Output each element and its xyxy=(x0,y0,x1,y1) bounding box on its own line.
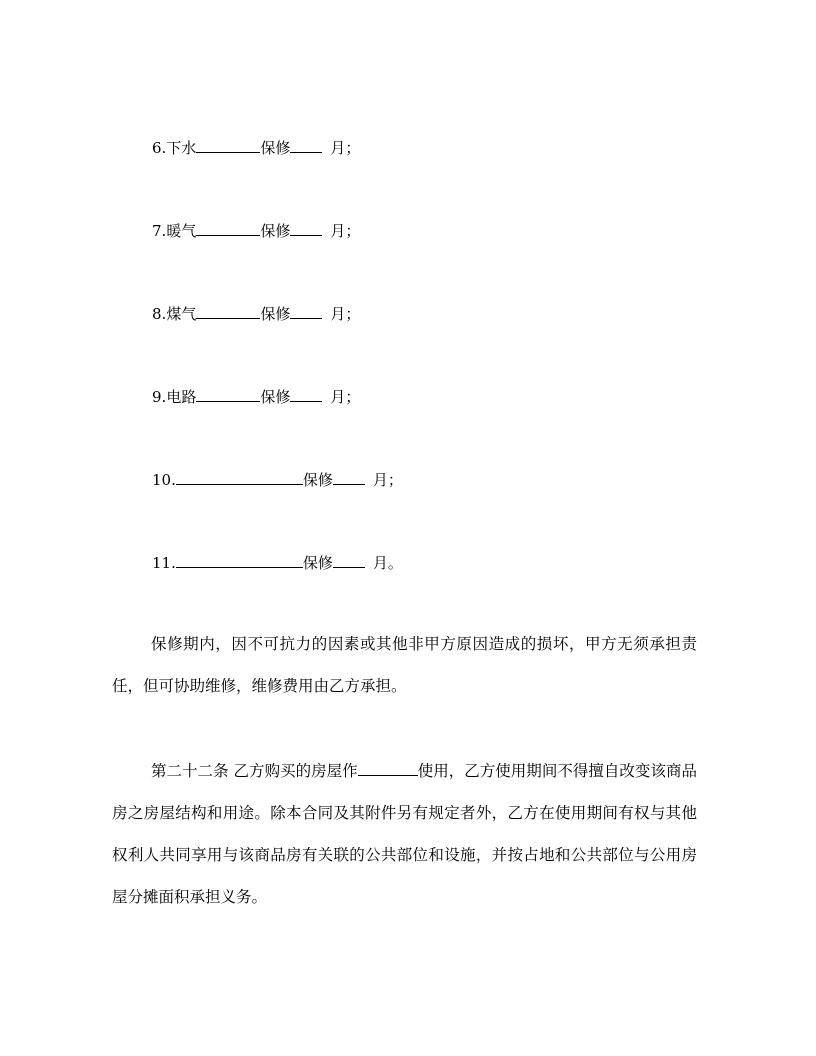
fill-blank xyxy=(196,221,260,236)
item-end: 月； xyxy=(330,222,361,240)
item-number: 10. xyxy=(152,471,176,489)
fill-blank xyxy=(196,387,260,402)
item-mid: 保修 xyxy=(302,471,333,489)
fill-blank xyxy=(290,138,322,153)
item-end: 月； xyxy=(330,139,361,157)
fill-blank xyxy=(358,761,418,776)
item-number: 6. xyxy=(152,139,167,157)
item-mid: 保修 xyxy=(260,305,291,323)
fill-blank xyxy=(176,470,303,485)
fill-blank xyxy=(176,553,303,568)
item-number: 8. xyxy=(152,305,167,323)
fill-blank xyxy=(290,304,322,319)
warranty-item-10 xyxy=(152,470,403,490)
fill-blank xyxy=(196,138,260,153)
item-end: 月； xyxy=(330,388,361,406)
item-number: 11. xyxy=(152,554,176,572)
fill-blank xyxy=(333,553,365,568)
warranty-item-9 xyxy=(152,387,360,407)
item-mid: 保修 xyxy=(260,222,291,240)
item-name: 下水 xyxy=(166,139,197,157)
item-end: 月。 xyxy=(372,554,403,572)
item-name: 煤气 xyxy=(166,305,197,323)
item-mid: 保修 xyxy=(302,554,333,572)
item-end: 月； xyxy=(330,305,361,323)
article-22-paragraph xyxy=(112,750,697,918)
fill-blank xyxy=(196,304,260,319)
warranty-item-7 xyxy=(152,221,360,241)
fill-blank xyxy=(290,221,322,236)
warranty-item-8 xyxy=(152,304,360,324)
item-mid: 保修 xyxy=(260,139,291,157)
warranty-item-6 xyxy=(152,138,360,158)
warranty-item-11 xyxy=(152,553,403,573)
item-name: 暖气 xyxy=(166,222,197,240)
item-number: 9. xyxy=(152,388,167,406)
item-number: 7. xyxy=(152,222,167,240)
item-mid: 保修 xyxy=(260,388,291,406)
article-22-part2: 使用，乙方使用期间不得擅自改变该商品房之房屋结构和用途。除本合同及其附件另有规定者外，乙方在使用期间有权与其他权利人共同享用与该商品房有关联的公共部位和设施，并按占地和公共部位与公用房屋分摊面积承担义务。 xyxy=(112,762,697,906)
article-22-part1: 第二十二条 乙方购买的房屋作 xyxy=(151,762,358,780)
item-end: 月； xyxy=(372,471,403,489)
warranty-note-paragraph: 保修期内，因不可抗力的因素或其他非甲方原因造成的损坏，甲方无须承担责任，但可协助维修，维修费用由乙方承担。 xyxy=(112,635,697,695)
item-name: 电路 xyxy=(166,388,197,406)
fill-blank xyxy=(290,387,322,402)
fill-blank xyxy=(333,470,365,485)
